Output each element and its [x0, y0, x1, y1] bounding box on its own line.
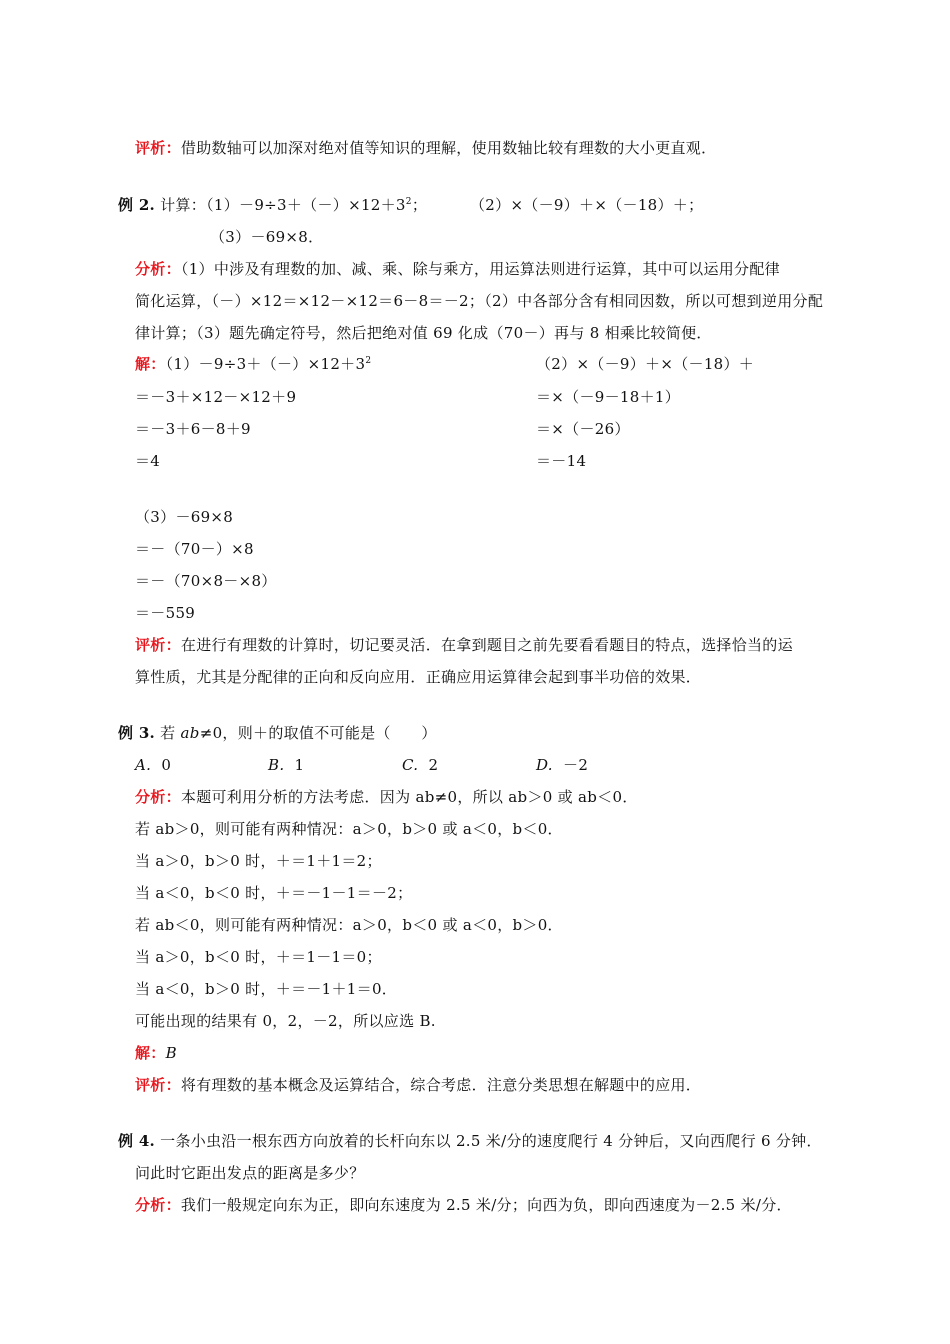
comment-label: 评析：	[135, 1076, 181, 1094]
example-3-answer: 解：B	[135, 1044, 177, 1062]
comment-label: 评析：	[135, 636, 181, 654]
example-4-question-line-2: 问此时它距出发点的距离是多少？	[135, 1164, 365, 1182]
option-b: B. 1	[268, 756, 305, 774]
solution-2-line-2: ＝×（－9－18＋1）	[536, 388, 681, 406]
option-c: C. 2	[402, 756, 439, 774]
solution-2-line-3: ＝×（－26）	[536, 420, 630, 438]
solution-1-line-2: ＝－3＋×12－×12＋9	[135, 388, 297, 406]
analysis-label: 分析：	[135, 788, 181, 806]
solution-2-line-4: ＝－14	[536, 452, 587, 470]
example-3-line-4: 若 ab＜0，则可能有两种情况：a＞0，b＜0 或 a＜0，b＞0．	[135, 916, 563, 934]
analysis-label: 分析：	[135, 1196, 181, 1214]
comment-label: 评析：	[135, 139, 181, 157]
comment-line	[135, 138, 716, 158]
analysis-label: 分析：	[135, 260, 181, 278]
solution-1-line-4: ＝4	[135, 452, 161, 470]
solution-1-head: 解：$(1)-9\div 3+(-)\times 12+3^2$	[135, 355, 372, 373]
example-3-analysis: 分析：本题可利用分析的方法考虑．因为 ab≠0，所以 ab＞0 或 ab＜0．	[135, 788, 638, 806]
solution-3-line-4: ＝－559	[135, 604, 196, 622]
example-2-analysis-line-3: 律计算；（3）题先确定符号，然后把绝对值 69 化成（70－）再与 8 相乘比较简便．	[135, 324, 712, 342]
solution-3-line-2: ＝－（70－）×8	[135, 540, 254, 558]
example-3-line-1: 若 ab＞0，则可能有两种情况：a＞0，b＞0 或 a＜0，b＜0．	[135, 820, 563, 838]
example-3-line-6: 当 a＜0，b＞0 时，＋＝－1＋1＝0．	[135, 980, 398, 998]
example-3-line-5: 当 a＞0，b＜0 时，＋＝1－1＝0；	[135, 948, 382, 966]
solution-2-head: （2）×（－9）＋×（－18）＋	[536, 355, 755, 373]
example-2-question	[118, 195, 427, 215]
example-3-comment: 评析：将有理数的基本概念及运算结合，综合考虑．注意分类思想在解题中的应用．	[135, 1076, 702, 1094]
comment-text: 借助数轴可以加深对绝对值等知识的理解，使用数轴比较有理数的大小更直观．	[180, 139, 717, 157]
example-2-q2: （2）×（－9）＋×（－18）＋；	[470, 196, 704, 214]
example-3-line-3: 当 a＜0，b＜0 时，＋＝－1－1＝－2；	[135, 884, 413, 902]
example-2-q1: 计算：$(1)-9\div 3+(-)\times 12+3^2$；	[160, 196, 428, 214]
example-2-comment-line-2: 算性质，尤其是分配律的正向和反向应用．正确应用运算律会起到事半功倍的效果．	[135, 668, 702, 686]
example-2-analysis-line-2: 简化运算，（－）×12＝×12－×12＝6－8＝－2；（2）中各部分含有相同因数，所以可想到逆用分配	[135, 292, 824, 310]
example-3-line-2: 当 a＞0，b＞0 时，＋＝1＋1＝2；	[135, 852, 382, 870]
solution-3-line-1: （3）－69×8	[135, 508, 234, 526]
example-3-line-7: 可能出现的结果有 0，2，－2，所以应选 B.	[135, 1012, 436, 1030]
solution-label: 解：	[135, 1044, 166, 1062]
solution-1-line-3: ＝－3＋6－8＋9	[135, 420, 251, 438]
example-3-label: 例 3.	[118, 724, 156, 742]
example-4-question-line-1: 例 4. 一条小虫沿一根东西方向放着的长杆向东以 2.5 米/分的速度爬行 4 分钟后，又向西爬行 6 分钟．	[118, 1132, 822, 1150]
example-2-comment-line-1: 评析：在进行有理数的计算时，切记要灵活．在拿到题目之前先要看看题目的特点，选择恰当的运	[135, 636, 793, 654]
solution-3-line-3: ＝－（70×8－×8）	[135, 572, 277, 590]
example-3-question: 例 3. 若 ab≠0，则＋的取值不可能是（ ）	[118, 724, 437, 742]
option-a: A. 0	[135, 756, 172, 774]
option-d: D. －2	[536, 756, 589, 774]
solution-label: 解：	[135, 355, 166, 373]
example-2-q3: （3）－69×8．	[210, 228, 324, 246]
example-2-label: 例 2.	[118, 196, 156, 214]
example-2-analysis-line-1: 分析：（1）中涉及有理数的加、减、乘、除与乘方，用运算法则进行运算，其中可以运用分配律	[135, 260, 780, 278]
example-4-label: 例 4.	[118, 1132, 156, 1150]
example-4-analysis: 分析：我们一般规定向东为正，即向东速度为 2.5 米/分；向西为负，即向西速度为－2.5 米/分．	[135, 1196, 792, 1214]
